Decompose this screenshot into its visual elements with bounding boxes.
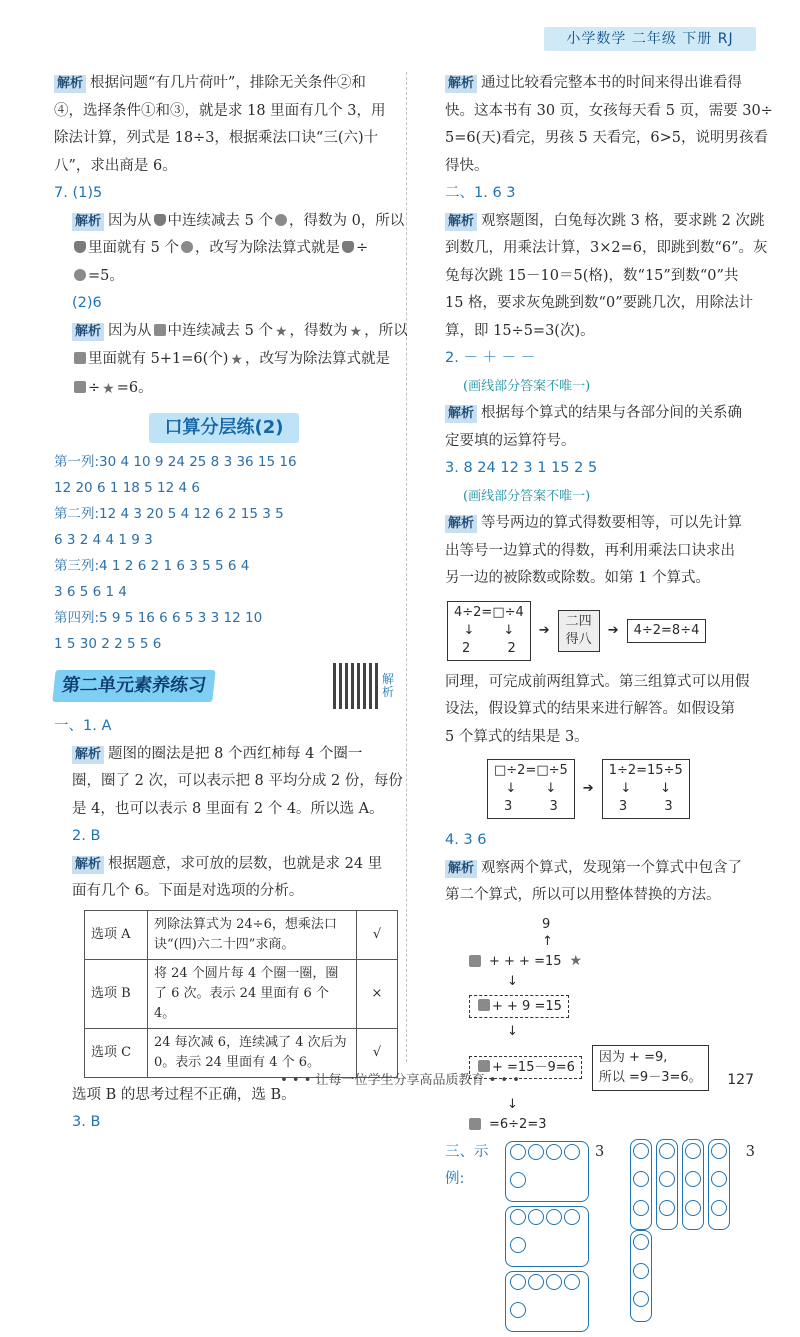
diagram-1-left: 4÷2=□÷4 ↓ ↓ 2 2 — [447, 601, 531, 661]
s3-label: 三、示例: — [445, 1143, 489, 1187]
square-icon — [469, 955, 481, 967]
s2-q3-note: (画线部分答案不唯一) — [463, 488, 591, 504]
star-icon: ★ — [102, 380, 115, 397]
s1-q2-analysis: 解析 根据题意，求可放的层数，也就是求 24 里 面有几个 6。下面是对选项的分析。 — [72, 855, 383, 899]
analysis-paragraph-1: 解析 根据问题“有几片荷叶”，排除无关条件②和 ④，选择条件①和③，就是求 18 里面有几个 3，用 除法计算，列式是 18÷3，根据乘法口诀“三(六)十 八”，求出商是 6。 — [54, 75, 386, 174]
s2-q3-answer: 3. 8 24 12 3 1 15 2 5 — [445, 460, 598, 476]
circle-icon — [275, 214, 287, 226]
oral-line: 第一列:30 4 10 9 24 25 8 3 36 15 16 — [54, 454, 297, 470]
circle-icon — [181, 241, 193, 253]
page-number: 127 — [727, 1072, 754, 1088]
diagram-3-line-1: + + + =15 — [489, 953, 562, 969]
star-icon: ★ — [230, 352, 243, 368]
s2-q3-analysis-2: 同理，可完成前两组算式。第三组算式可以用假 设法，假设算式的结果来进行解答。如假设第 5 个算式的结果是 3。 — [445, 673, 750, 745]
s2-q4-analysis: 解析 观察两个算式，发现第一个算式中包含了 第二个算式，所以可以用整体替换的方法。 — [445, 859, 743, 903]
footer-slogan: • • • 让每一位学生分享高品质教育 • • • — [280, 1073, 520, 1088]
q7-analysis-2: 解析 因为从 中连续减去 5 个 ★ ，得数为 ★ ，所以 里面就有 5+1=6(个) ★ ，改写为除法算式就是 ÷ ★ =6。 — [54, 318, 394, 404]
diagram-3-note: 因为 + =9, 所以 =9－3=6。 — [592, 1045, 709, 1091]
square-icon — [74, 381, 86, 393]
oral-answers — [54, 449, 394, 657]
diagram-3-top: 9 — [542, 916, 551, 932]
oral-line: 1 5 30 2 2 5 5 6 — [54, 636, 162, 652]
s2-q3-analysis: 解析 等号两边的算式得数要相等，可以先计算 出等号一边算式的得数，再利用乘法口诀求出 另一边的被除数或除数。如第 1 个算式。 — [445, 515, 743, 586]
s3-answer-a: 3 — [595, 1143, 605, 1160]
diagram-3-line-3: + =15－9=6 — [469, 1056, 582, 1079]
arrow-icon: ➔ — [607, 622, 619, 638]
oral-line: 3 6 5 6 1 4 — [54, 584, 127, 600]
arrow-icon: ➔ — [582, 781, 594, 796]
arrow-icon: ➔ — [538, 622, 550, 638]
oral-line: 6 3 2 4 4 1 9 3 — [54, 532, 153, 548]
heart-icon — [154, 214, 166, 226]
diagram-3: 9 ↑ + + + =15 ★ ↓ + + 9 =15 ↓ + =15－9=6 因为 + =9, 所以 =9－3=6。 ↓ =6÷2=3 — [445, 916, 755, 1133]
table-row: 选项 C 24 每次减 6，连续减了 4 次后为 0。表示 24 里面有 4 个 6。 √ — [85, 1028, 398, 1077]
diagram-3-line-4: =6÷2=3 — [489, 1116, 547, 1132]
s2-q1-answer: 二、1. 6 3 — [445, 185, 516, 201]
oral-practice-title: 口算分层练(2) — [149, 413, 299, 443]
s1-q2-answer: 2. B — [72, 828, 101, 844]
diagram-2-left: □÷2=□÷5 ↓ ↓ 3 3 — [487, 759, 575, 819]
option-analysis-table — [84, 910, 398, 1078]
diagram-1 — [445, 599, 755, 663]
diagram-1-right: 4÷2=8÷4 — [627, 619, 707, 643]
oral-line: 第二列:12 4 3 20 5 4 12 6 2 15 3 5 — [54, 506, 284, 522]
header-label: 小学数学 二年级 下册 RJ — [544, 27, 756, 51]
unit-title: 第二单元素养练习 — [52, 670, 215, 702]
diagram-1-mid: 二四得八 — [558, 610, 600, 652]
s1-q2-conclusion: 选项 B 的思考过程不正确，选 B。 — [72, 1086, 296, 1103]
s1-q1-analysis: 解析 题图的圈法是把 8 个西红柿每 4 个圈一 圈，圈了 2 次，可以表示把 8 平均分成 2 份，每份 是 4，也可以表示 8 里面有 2 个 4。所以选 A。 — [72, 745, 403, 817]
analysis-tag: 解析 — [54, 75, 86, 93]
column-divider — [406, 72, 407, 1062]
oral-line: 第三列:4 1 2 6 2 1 6 3 5 5 6 4 — [54, 558, 250, 574]
table-row: 选项 A 列除法算式为 24÷6，想乘法口诀“(四)六二十四”求商。 √ — [85, 910, 398, 959]
star-icon: ★ — [349, 323, 363, 340]
heart-icon — [342, 241, 354, 253]
square-icon — [478, 999, 490, 1011]
square-icon — [469, 1118, 481, 1130]
s1-q3-answer: 3. B — [72, 1114, 101, 1130]
s3-answer-b: 3 — [745, 1143, 755, 1160]
table-row: 选项 B 将 24 个圆片每 4 个圈一圈，圈了 6 次。表示 24 里面有 6 个 4。 × — [85, 959, 398, 1028]
rings-horizontal — [505, 1139, 589, 1334]
oral-line: 12 20 6 1 18 5 12 4 6 — [54, 480, 200, 496]
diagram-2-right: 1÷2=15÷5 ↓ ↓ 3 3 — [602, 759, 690, 819]
analysis-paragraph-right-1: 解析 通过比较看完整本书的时间来得出谁看得 快。这本书有 30 页，女孩每天看 5 页，需要 30÷ 5=6(天)看完，男孩 5 天看完，6>5，说明男孩看 得快。 — [445, 75, 773, 174]
right-column — [445, 70, 773, 1337]
circle-icon — [74, 269, 86, 281]
qr-label: 解析 — [382, 672, 395, 699]
s3-example — [445, 1139, 755, 1334]
heart-icon — [74, 241, 86, 253]
s2-q1-analysis: 解析 观察题图，白兔每次跳 3 格，要求跳 2 次跳 到数几，用乘法计算，3×2=6，即跳到数“6”。灰 兔每次跳 15－10＝5(格)，数“15”到数“0”共 15 格，要求灰兔跳到数“0”要跳几次，用除法计 算，即 15÷5=3(次)。 — [445, 212, 768, 339]
oral-line: 第四列:5 9 5 16 6 6 5 3 3 12 10 — [54, 610, 263, 626]
s2-q4-answer: 4. 3 6 — [445, 832, 487, 848]
diagram-3-line-2: + + 9 =15 — [469, 995, 569, 1018]
square-icon — [74, 352, 86, 364]
star-icon: ★ — [274, 323, 288, 340]
rings-vertical — [628, 1139, 740, 1322]
s2-q2-answer: 2. － ＋ － － — [445, 350, 536, 366]
diagram-2 — [445, 757, 755, 821]
q7-analysis-1: 解析 因为从 中连续减去 5 个 ，得数为 0，所以 里面就有 5 个 ，改写为除法算式就是 ÷ =5。 — [54, 208, 394, 291]
square-icon — [154, 324, 166, 336]
q7-answer-2: (2)6 — [72, 295, 102, 311]
star-icon: ★ — [569, 952, 583, 969]
s1-q1-answer: 一、1. A — [54, 718, 112, 734]
q7-answer-1: 7. (1)5 — [54, 185, 103, 201]
s2-q2-note: (画线部分答案不唯一) — [463, 378, 591, 394]
s2-q2-analysis: 解析 根据每个算式的结果与各部分间的关系确 定要填的运算符号。 — [445, 405, 743, 449]
qr-code-icon[interactable] — [333, 663, 379, 709]
